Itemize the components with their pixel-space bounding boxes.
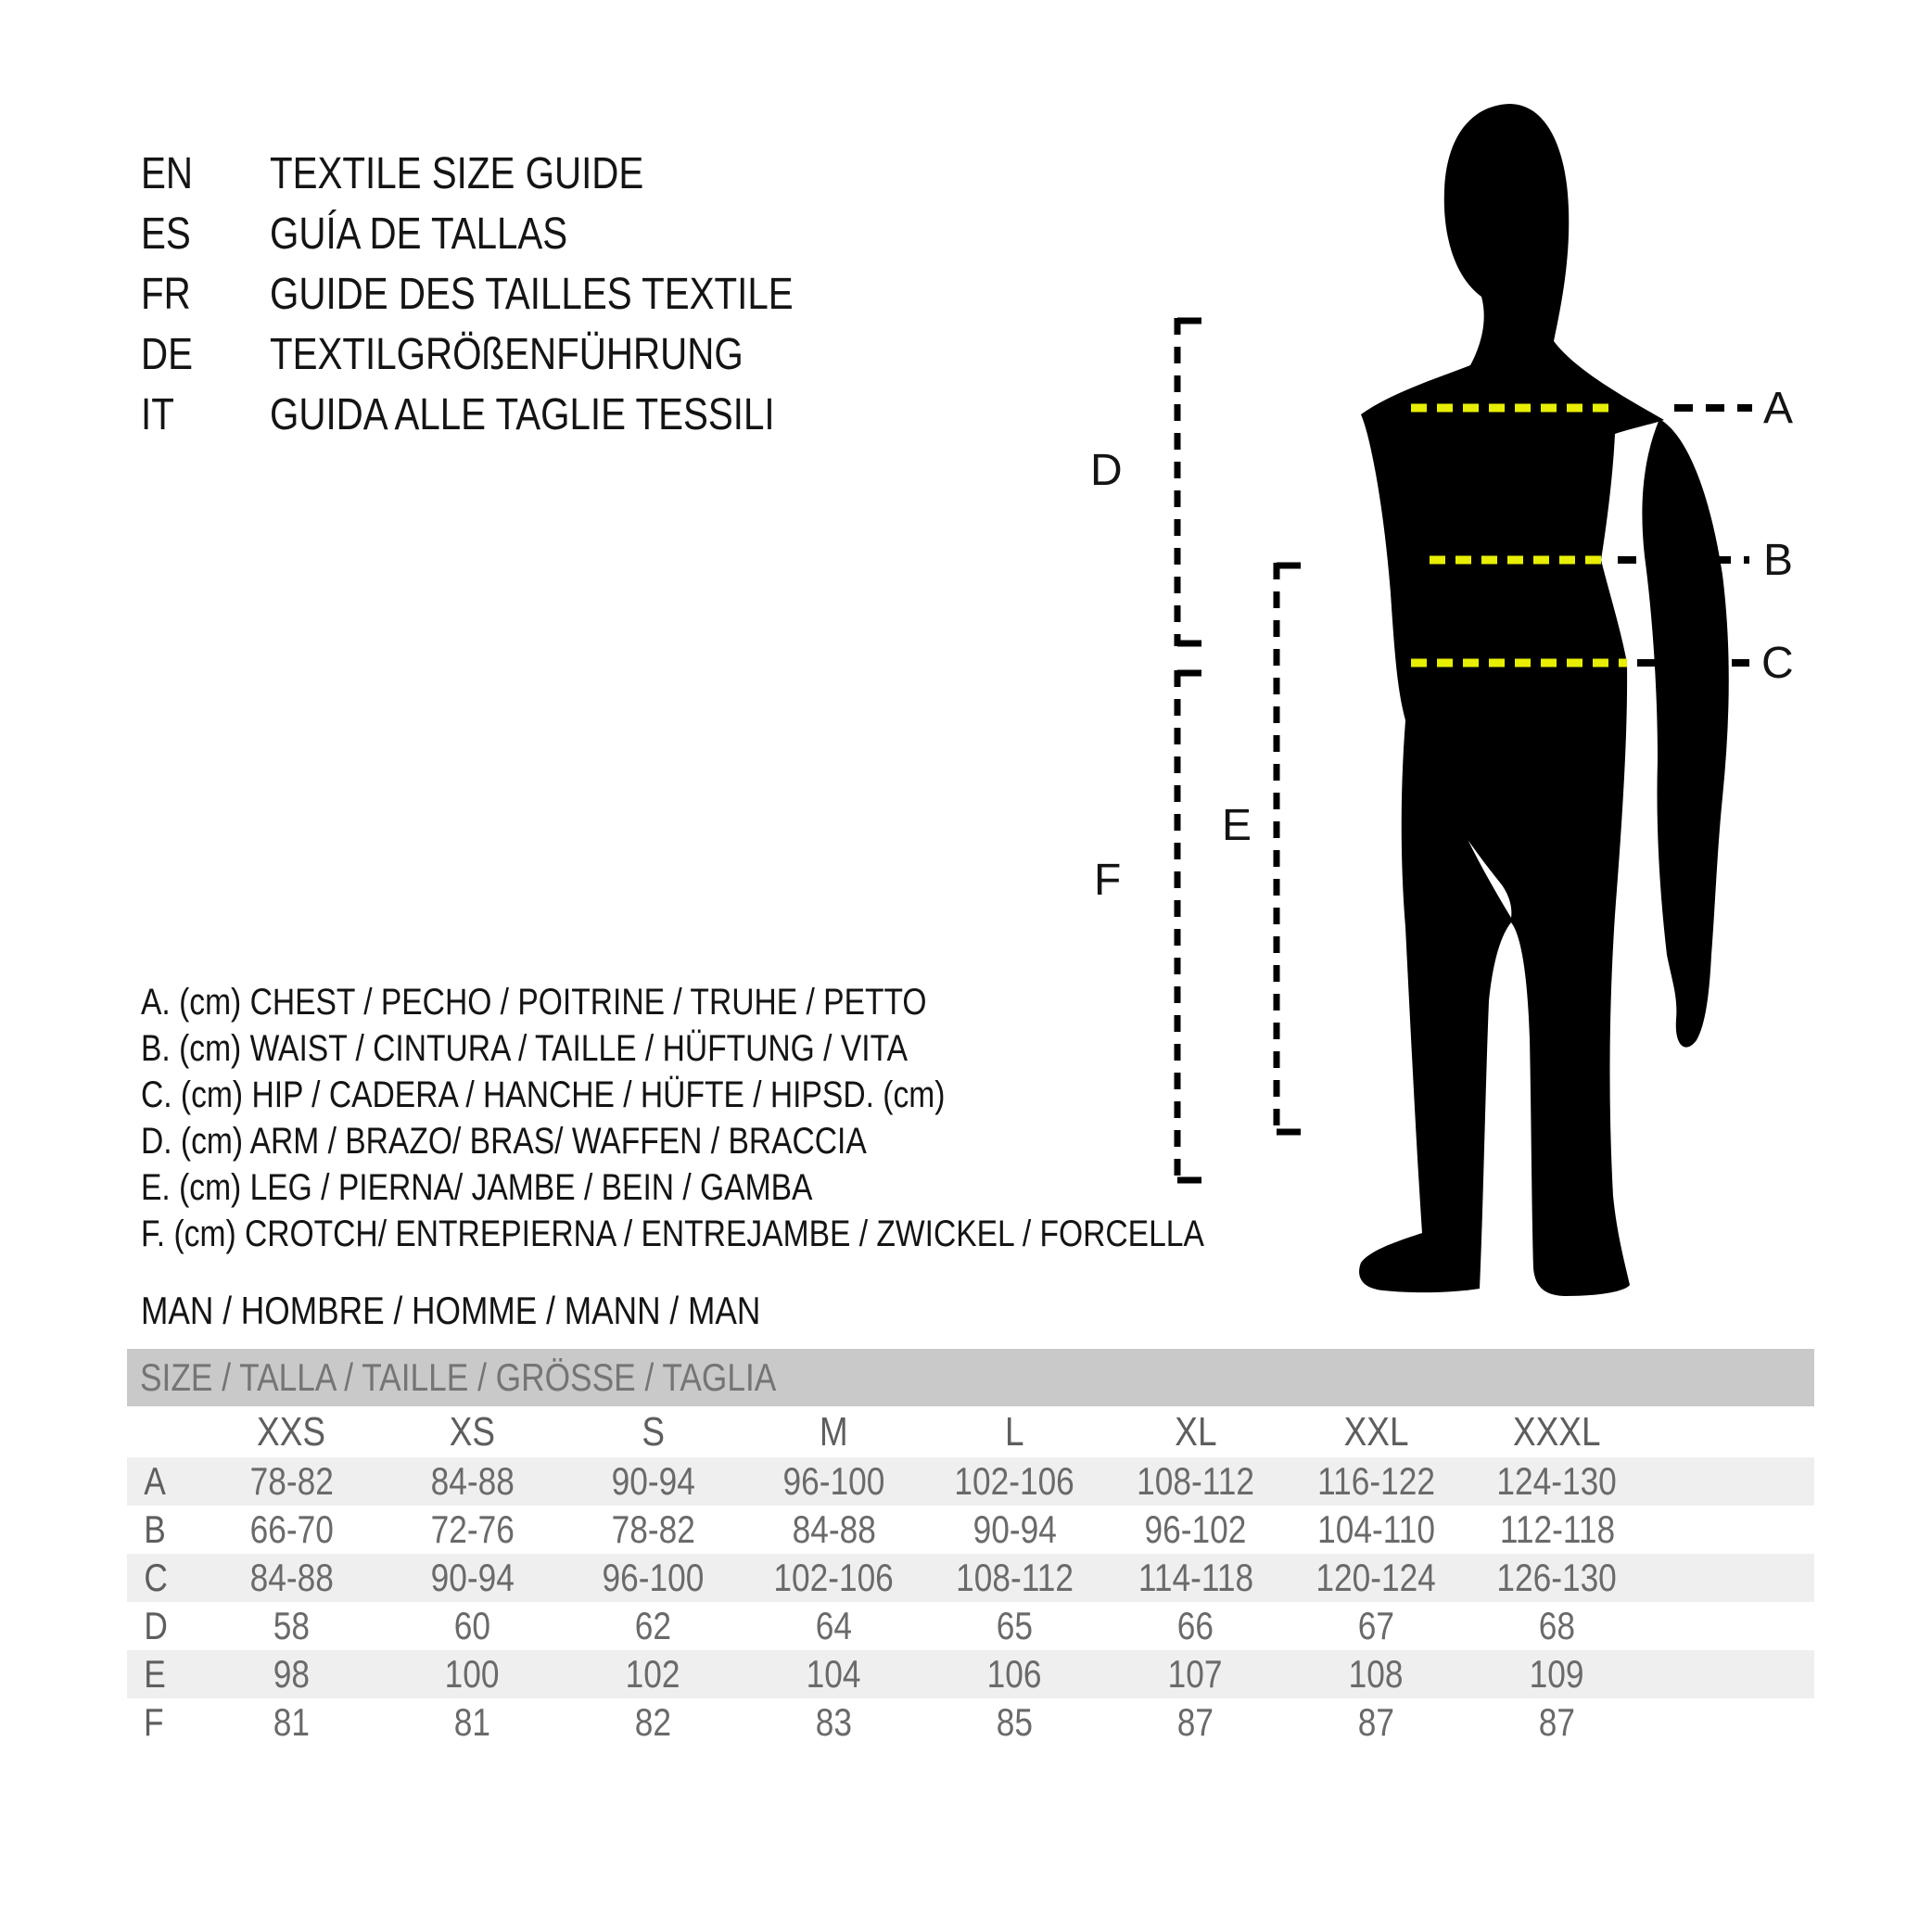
table-cell-text: 96-100 bbox=[782, 1459, 885, 1503]
table-cell-text: 78-82 bbox=[249, 1459, 334, 1503]
table-cell-text: 84-88 bbox=[792, 1507, 876, 1551]
table-cell-text: 100 bbox=[445, 1652, 500, 1696]
table-size-header bbox=[1105, 1409, 1286, 1455]
table-cell-text: 87 bbox=[1357, 1700, 1395, 1744]
table-cell bbox=[382, 1459, 563, 1504]
table-cell-text: 78-82 bbox=[611, 1507, 695, 1551]
table-row-label bbox=[127, 1652, 201, 1697]
legend-item bbox=[141, 1213, 1406, 1255]
table-cell-text: 58 bbox=[273, 1604, 311, 1647]
table-cell-text: 87 bbox=[1538, 1700, 1576, 1744]
table-cell bbox=[744, 1652, 924, 1697]
table-cell bbox=[1467, 1700, 1647, 1745]
table-cell bbox=[744, 1459, 924, 1504]
table-size-header bbox=[1286, 1409, 1467, 1455]
table-cell bbox=[924, 1652, 1105, 1697]
table-row bbox=[127, 1602, 1814, 1650]
table-cell bbox=[201, 1556, 382, 1600]
table-row-label bbox=[127, 1459, 201, 1504]
table-row bbox=[127, 1506, 1814, 1554]
table-cell-text: 72-76 bbox=[430, 1507, 515, 1551]
table-cell bbox=[201, 1604, 382, 1648]
table-cell-text: 104-110 bbox=[1317, 1507, 1435, 1551]
man-body-silhouette bbox=[1359, 104, 1664, 1296]
table-row bbox=[127, 1698, 1814, 1747]
language-code: FR bbox=[141, 270, 191, 319]
table-cell-text: 124-130 bbox=[1496, 1459, 1618, 1503]
table-cell-text: 64 bbox=[815, 1604, 853, 1647]
table-cell-text: 108 bbox=[1349, 1652, 1404, 1696]
table-cell-text: 114-118 bbox=[1138, 1556, 1253, 1599]
table-row-label-text: E bbox=[144, 1652, 166, 1696]
table-cell-text: 96-100 bbox=[602, 1556, 705, 1599]
table-size-header-text: XL bbox=[1174, 1408, 1217, 1455]
table-cell-text: 62 bbox=[634, 1604, 672, 1647]
measure-label-e: E bbox=[1222, 801, 1252, 850]
table-body bbox=[127, 1457, 1814, 1747]
table-cell-text: 81 bbox=[273, 1700, 311, 1744]
table-cell-text: 81 bbox=[453, 1700, 491, 1744]
table-cell bbox=[201, 1459, 382, 1504]
table-cell bbox=[1467, 1459, 1647, 1504]
table-cell-text: 90-94 bbox=[611, 1459, 695, 1503]
table-cell-text: 68 bbox=[1538, 1604, 1576, 1647]
table-size-header-text: XS bbox=[449, 1408, 496, 1455]
table-cell bbox=[1105, 1604, 1286, 1648]
table-cell bbox=[563, 1459, 744, 1504]
table-cell-text: 84-88 bbox=[249, 1556, 334, 1599]
table-cell-text: 84-88 bbox=[430, 1459, 515, 1503]
table-size-header bbox=[563, 1409, 744, 1455]
size-table-title: SIZE / TALLA / TAILLE / GRÖSSE / TAGLIA bbox=[140, 1355, 777, 1399]
table-cell-text: 85 bbox=[996, 1700, 1034, 1744]
language-code: EN bbox=[141, 149, 194, 198]
measure-label-f: F bbox=[1094, 856, 1122, 905]
table-row bbox=[127, 1554, 1814, 1602]
table-cell bbox=[1467, 1556, 1647, 1600]
table-cell bbox=[382, 1652, 563, 1697]
table-cell bbox=[924, 1700, 1105, 1745]
table-row-label-text: B bbox=[144, 1507, 166, 1551]
table-cell bbox=[382, 1556, 563, 1600]
table-size-header-text: S bbox=[642, 1408, 665, 1455]
legend-item bbox=[141, 1166, 940, 1209]
table-cell-text: 82 bbox=[634, 1700, 672, 1744]
table-cell bbox=[1105, 1507, 1286, 1552]
table-cell bbox=[924, 1507, 1105, 1552]
table-cell bbox=[744, 1507, 924, 1552]
language-code: ES bbox=[141, 210, 191, 259]
table-cell bbox=[563, 1652, 744, 1697]
legend-item bbox=[141, 981, 1076, 1023]
table-size-header bbox=[924, 1409, 1105, 1455]
language-title: GUÍA DE TALLAS bbox=[270, 210, 568, 259]
table-size-header bbox=[201, 1409, 382, 1455]
measure-label-a: A bbox=[1763, 384, 1794, 433]
language-row bbox=[141, 271, 894, 319]
table-cell-text: 108-112 bbox=[1137, 1459, 1254, 1503]
table-row-label bbox=[127, 1507, 201, 1552]
table-cell-text: 90-94 bbox=[430, 1556, 515, 1599]
table-cell bbox=[1286, 1459, 1467, 1504]
table-cell bbox=[563, 1700, 744, 1745]
size-table bbox=[127, 1349, 1814, 1747]
table-cell-text: 96-102 bbox=[1144, 1507, 1247, 1551]
table-cell-text: 90-94 bbox=[972, 1507, 1057, 1551]
table-row-label bbox=[127, 1604, 201, 1648]
table-cell bbox=[201, 1507, 382, 1552]
table-cell bbox=[382, 1700, 563, 1745]
language-code: IT bbox=[141, 390, 174, 439]
table-cell bbox=[1105, 1459, 1286, 1504]
table-row bbox=[127, 1650, 1814, 1698]
table-row-label-text: C bbox=[144, 1556, 168, 1599]
table-sizes-spacer bbox=[127, 1409, 201, 1455]
table-cell bbox=[382, 1604, 563, 1648]
table-cell-text: 65 bbox=[996, 1604, 1034, 1647]
table-cell-text: 67 bbox=[1357, 1604, 1395, 1647]
table-cell bbox=[563, 1556, 744, 1600]
table-sizes-row bbox=[127, 1406, 1814, 1457]
table-cell bbox=[1286, 1507, 1467, 1552]
legend-text: E. (cm) LEG / PIERNA/ JAMBE / BEIN / GAMBA bbox=[141, 1167, 813, 1208]
legend-text: D. (cm) ARM / BRAZO/ BRAS/ WAFFEN / BRACCIA bbox=[141, 1121, 867, 1162]
table-cell bbox=[1286, 1700, 1467, 1745]
table-row-label-text: A bbox=[144, 1459, 166, 1503]
table-size-header-text: XXS bbox=[257, 1408, 326, 1455]
table-cell-text: 112-118 bbox=[1499, 1507, 1615, 1551]
language-title: TEXTILGRÖßENFÜHRUNG bbox=[270, 330, 744, 379]
table-row-label-text: D bbox=[144, 1604, 168, 1647]
language-row bbox=[141, 150, 715, 198]
table-cell-text: 83 bbox=[815, 1700, 853, 1744]
legend-text: C. (cm) HIP / CADERA / HANCHE / HÜFTE / HIPSD. (cm) bbox=[141, 1074, 946, 1115]
table-cell bbox=[744, 1604, 924, 1648]
legend-item bbox=[141, 1120, 1005, 1163]
table-cell-text: 120-124 bbox=[1316, 1556, 1437, 1599]
language-title: GUIDA ALLE TAGLIE TESSILI bbox=[270, 390, 775, 439]
table-size-header bbox=[1467, 1409, 1647, 1455]
table-row-label bbox=[127, 1700, 201, 1745]
table-cell-text: 106 bbox=[987, 1652, 1042, 1696]
language-title: TEXTILE SIZE GUIDE bbox=[270, 149, 644, 198]
table-size-header-text: L bbox=[1005, 1408, 1024, 1455]
table-cell-text: 102-106 bbox=[954, 1459, 1075, 1503]
table-cell-text: 87 bbox=[1176, 1700, 1214, 1744]
size-table-header-bar bbox=[127, 1349, 1814, 1406]
language-row bbox=[141, 210, 625, 259]
table-cell bbox=[924, 1556, 1105, 1600]
table-cell bbox=[201, 1652, 382, 1697]
table-size-header-text: M bbox=[820, 1408, 848, 1455]
table-cell bbox=[201, 1700, 382, 1745]
table-size-header bbox=[744, 1409, 924, 1455]
table-cell-text: 102 bbox=[626, 1652, 680, 1696]
language-title: GUIDE DES TAILLES TEXTILE bbox=[270, 270, 794, 319]
table-cell bbox=[744, 1700, 924, 1745]
language-code: DE bbox=[141, 330, 194, 379]
table-cell bbox=[563, 1507, 744, 1552]
table-cell bbox=[924, 1604, 1105, 1648]
legend-item bbox=[141, 1027, 1054, 1070]
measure-label-d: D bbox=[1090, 446, 1123, 495]
table-cell-text: 98 bbox=[273, 1652, 311, 1696]
table-cell bbox=[382, 1507, 563, 1552]
table-row bbox=[127, 1457, 1814, 1506]
legend-text: A. (cm) CHEST / PECHO / POITRINE / TRUHE / PETTO bbox=[141, 982, 927, 1023]
language-row bbox=[141, 331, 833, 379]
gender-line-text: MAN / HOMBRE / HOMME / MANN / MAN bbox=[141, 1289, 761, 1332]
measure-label-c: C bbox=[1761, 639, 1794, 688]
table-cell-text: 66 bbox=[1176, 1604, 1214, 1647]
table-cell bbox=[1286, 1652, 1467, 1697]
table-cell-text: 126-130 bbox=[1496, 1556, 1618, 1599]
table-cell bbox=[563, 1604, 744, 1648]
table-cell-text: 102-106 bbox=[773, 1556, 895, 1599]
table-cell bbox=[1286, 1556, 1467, 1600]
table-size-header-text: XXL bbox=[1343, 1408, 1409, 1455]
table-cell bbox=[924, 1459, 1105, 1504]
table-cell bbox=[1467, 1507, 1647, 1552]
legend-text: B. (cm) WAIST / CINTURA / TAILLE / HÜFTUNG / VITA bbox=[141, 1028, 909, 1069]
table-cell bbox=[744, 1556, 924, 1600]
table-cell bbox=[1105, 1700, 1286, 1745]
man-right-arm-silhouette bbox=[1642, 419, 1728, 1048]
table-cell-text: 104 bbox=[807, 1652, 861, 1696]
table-cell-text: 107 bbox=[1168, 1652, 1223, 1696]
measure-label-b: B bbox=[1763, 536, 1794, 585]
table-cell bbox=[1286, 1604, 1467, 1648]
gender-line bbox=[141, 1289, 879, 1333]
table-row-label bbox=[127, 1556, 201, 1600]
table-cell-text: 66-70 bbox=[249, 1507, 334, 1551]
table-size-header-text: XXXL bbox=[1513, 1408, 1601, 1455]
table-cell bbox=[1105, 1556, 1286, 1600]
table-cell bbox=[1467, 1652, 1647, 1697]
legend-text: F. (cm) CROTCH/ ENTREPIERNA / ENTREJAMBE / ZWICKEL / FORCELLA bbox=[141, 1214, 1204, 1254]
language-row bbox=[141, 391, 871, 439]
table-size-header bbox=[382, 1409, 563, 1455]
table-cell-text: 108-112 bbox=[956, 1556, 1074, 1599]
table-cell bbox=[1467, 1604, 1647, 1648]
table-cell bbox=[1105, 1652, 1286, 1697]
table-row-label-text: F bbox=[144, 1700, 164, 1744]
legend-item bbox=[141, 1074, 1099, 1116]
table-cell-text: 116-122 bbox=[1317, 1459, 1435, 1503]
table-cell-text: 60 bbox=[453, 1604, 491, 1647]
table-cell-text: 109 bbox=[1530, 1652, 1584, 1696]
